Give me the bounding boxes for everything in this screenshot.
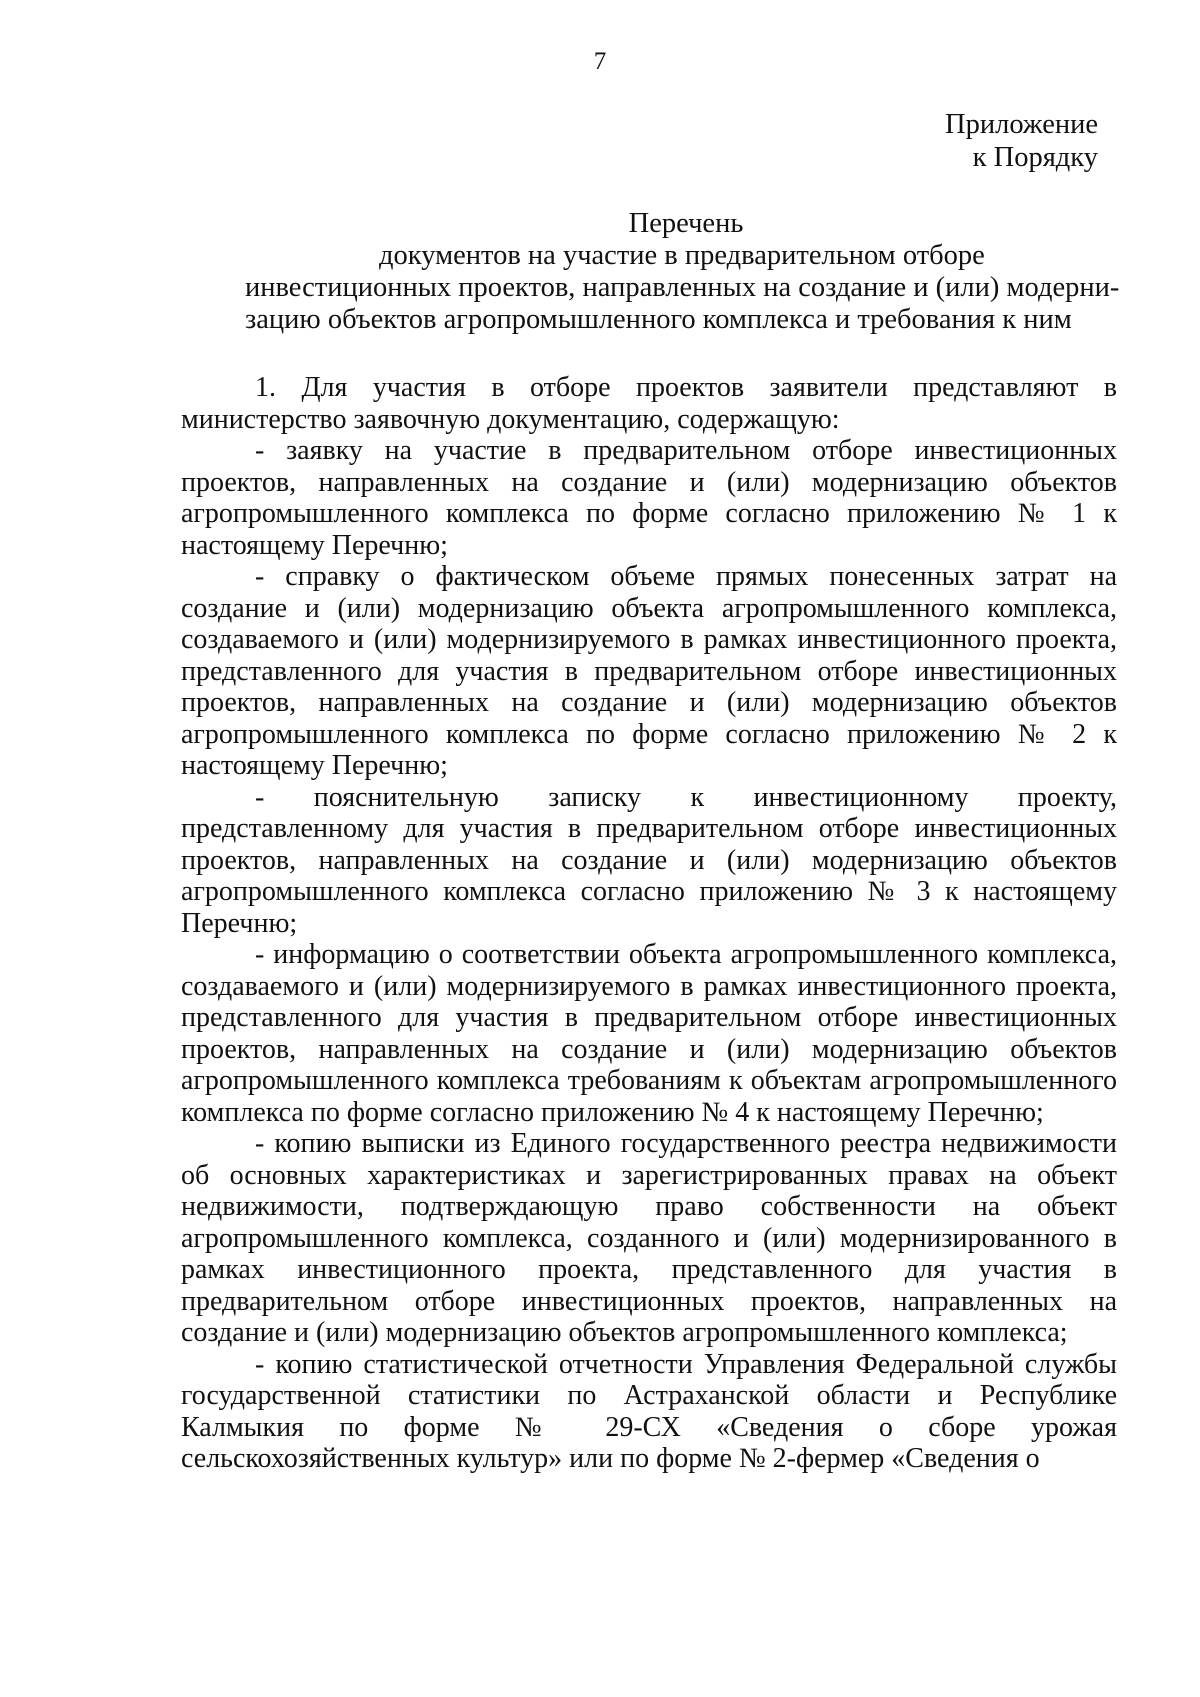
title-line-3: инвестиционных проектов, направленных на создание и (или) модерни- [245,272,1120,303]
paragraph-5: - информацию о соответствии объекта агропромышленного комплекса, создаваемого и (или) модернизируемого в рамках инвестиционного проекта, представленного для участия в предварительном отборе инвестиционных проектов, направленных на создание и (или) модернизацию объектов агропромышленного комплекса требованиям к объектам агропромышленного комплекса по форме согласно приложению № 4 к настоящему Перечню; [181,939,1117,1128]
paragraph-4: - пояснительную записку к инвестиционному проекту, представленному для участия в предварительном отборе инвестиционных проектов, направленных на создание и (или) модернизацию объектов агропромышленного комплекса согласно приложению № 3 к настоящему Перечню; [181,781,1117,939]
title-line-1: Перечень [628,208,744,239]
paragraph-3: - справку о фактическом объеме прямых понесенных затрат на создание и (или) модернизацию объекта агропромышленного комплекса, создаваемого и (или) модернизируемого в рамках инвестиционного проекта, представленного для участия в предварительном отборе инвестиционных проектов, направленных на создание и (или) модернизацию объектов агропромышленного комплекса по форме согласно приложению № 2 к настоящему Перечню; [181,561,1117,781]
document-title [245,208,1120,336]
appendix-line-2: к Порядку [972,142,1098,173]
title-line-4: зацию объектов агропромышленного комплекса и требования к ним [245,304,1072,335]
appendix-header [945,108,1098,174]
paragraph-6: - копию выписки из Единого государственного реестра недвижимости об основных характеристиках и зарегистрированных правах на объект недвижимости, подтверждающую право собственности на объект агропромышленного комплекса, созданного и (или) модернизированного в рамках инвестиционного проекта, представленного для участия в предварительном отборе инвестиционных проектов, направленных на создание и (или) модернизацию объектов агропромышленного комплекса; [181,1128,1117,1348]
appendix-line-1: Приложение [945,109,1098,140]
paragraph-2: - заявку на участие в предварительном отборе инвестиционных проектов, направленных на создание и (или) модернизацию объектов агропромышленного комплекса по форме согласно приложению № 1 к настоящему Перечню; [181,435,1117,561]
paragraph-7: - копию статистической отчетности Управления Федеральной службы государственной статистики по Астраханской области и Республике Калмыкия по форме № 29-СХ «Сведения о сборе урожая сельскохозяйственных культур» или по форме № 2-фермер «Сведения о [181,1348,1117,1474]
page-number: 7 [593,48,607,75]
paragraph-1: 1. Для участия в отборе проектов заявители представляют в министерство заявочную документацию, содержащую: [181,372,1117,435]
document-body [181,372,1117,1475]
title-line-2: документов на участие в предварительном отборе [379,240,985,271]
